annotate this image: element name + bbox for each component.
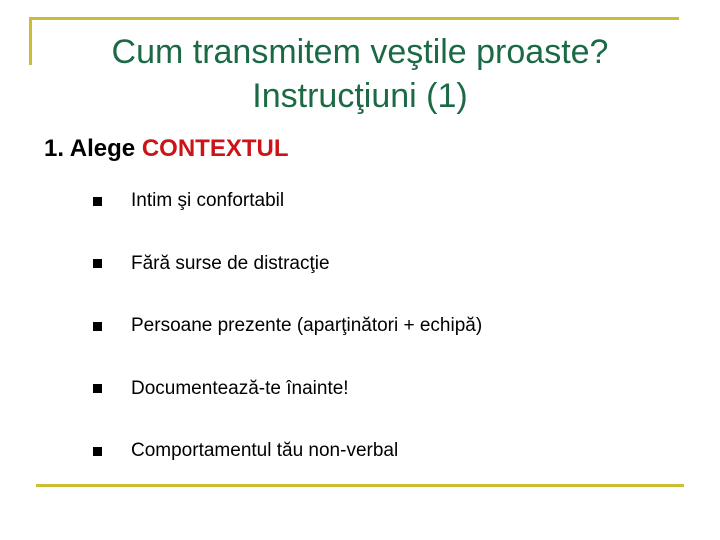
square-bullet-icon [93, 259, 102, 268]
bottom-decorative-rule [36, 484, 684, 487]
list-item [93, 358, 482, 421]
bullet-list [93, 170, 482, 483]
section-heading-accent: CONTEXTUL [141, 135, 289, 162]
list-item [93, 170, 482, 233]
list-item [93, 233, 482, 296]
slide-title [40, 30, 680, 118]
list-item [93, 420, 482, 483]
list-item-text: Comportamentul tău non-verbal [131, 440, 399, 462]
slide-title-line-1: Cum transmitem veştile proaste? [111, 33, 609, 71]
square-bullet-icon [93, 384, 102, 393]
section-heading-prefix: 1. Alege [44, 135, 142, 162]
square-bullet-icon [93, 447, 102, 456]
list-item-text: Fără surse de distracţie [131, 252, 330, 274]
list-item-text: Documentează-te înainte! [131, 377, 349, 399]
slide-title-line-2: Instrucţiuni (1) [252, 77, 468, 115]
section-heading [44, 133, 289, 165]
top-decorative-rule [29, 17, 679, 20]
left-decorative-rule [29, 17, 32, 65]
list-item [93, 295, 482, 358]
square-bullet-icon [93, 197, 102, 206]
list-item-text: Intim şi confortabil [131, 190, 285, 212]
list-item-text: Persoane prezente (aparţinători + echipă) [131, 315, 483, 337]
square-bullet-icon [93, 322, 102, 331]
